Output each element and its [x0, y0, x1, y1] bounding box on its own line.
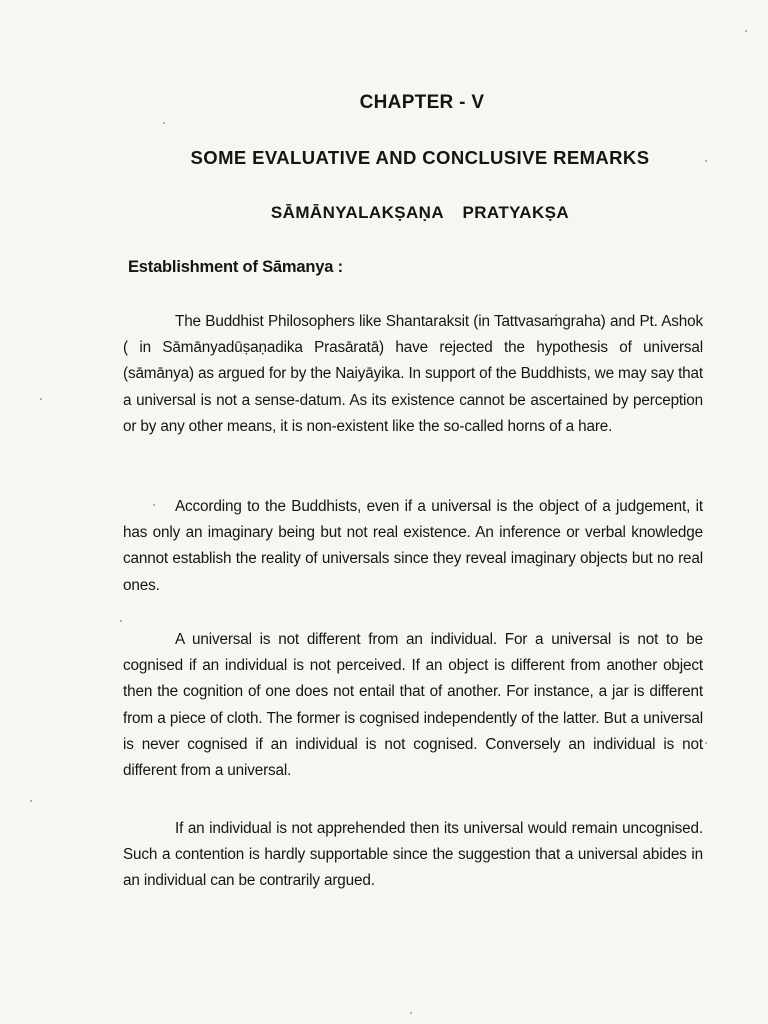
sub-heading: [0, 203, 768, 223]
paragraph-3-text: A universal is not different from an individual. For a universal is not to be cognised if an individual is not perceived. If an object is different from another object then the cognition of one does not entail that of another. For instance, a jar is different from a piece of cloth. The former is cognised independently of the latter. But a universal is never cognised if an individual is not cognised. Conversely an individual is not different from a universal.: [123, 631, 703, 780]
scan-speck: [40, 398, 42, 400]
paragraph-1: [123, 309, 703, 440]
scan-speck: [153, 504, 155, 506]
paragraph-3: [123, 627, 703, 784]
scan-speck: [745, 30, 747, 32]
scan-speck: [410, 1012, 412, 1014]
paragraph-1-text: The Buddhist Philosophers like Shantaraksit (in Tattvasaṁgraha) and Pt. Ashok ( in Sāmānyadūṣaṇadika Prasāratā) have rejected the hypothesis of universal (sāmānya) as argued for by the Naiyāyika. In support of the Buddhists, we may say that a universal is not a sense-datum. As its existence cannot be ascertained by perception or by any other means, it is non-existent like the so-called horns of a hare.: [123, 313, 703, 435]
paragraph-2-text: According to the Buddhists, even if a universal is the object of a judgement, it has only an imaginary being but not real existence. An inference or verbal knowledge cannot establish the reality of universals since they reveal imaginary objects but no real ones.: [123, 498, 703, 594]
paragraph-4: [123, 816, 703, 895]
paragraph-2: [123, 494, 703, 599]
chapter-title-text: CHAPTER - V: [359, 92, 485, 113]
scan-speck: [120, 620, 122, 622]
chapter-title: [0, 92, 768, 114]
scan-speck: [163, 122, 165, 124]
paragraph-4-text: If an individual is not apprehended then its universal would remain uncognised. Such a contention is hardly supportable since the suggestion that a universal abides in an individual can be contrarily argued.: [123, 820, 703, 890]
scan-speck: [30, 800, 32, 802]
sub-heading-text: SĀMĀNYALAKṢAṆA PRATYAKṢA: [270, 203, 570, 222]
scan-speck: [705, 160, 707, 162]
main-heading-text: SOME EVALUATIVE AND CONCLUSIVE REMARKS: [190, 147, 650, 168]
scan-speck: [705, 742, 707, 744]
main-heading: [0, 147, 768, 169]
section-title: Establishment of Sāmanya :: [128, 258, 343, 276]
